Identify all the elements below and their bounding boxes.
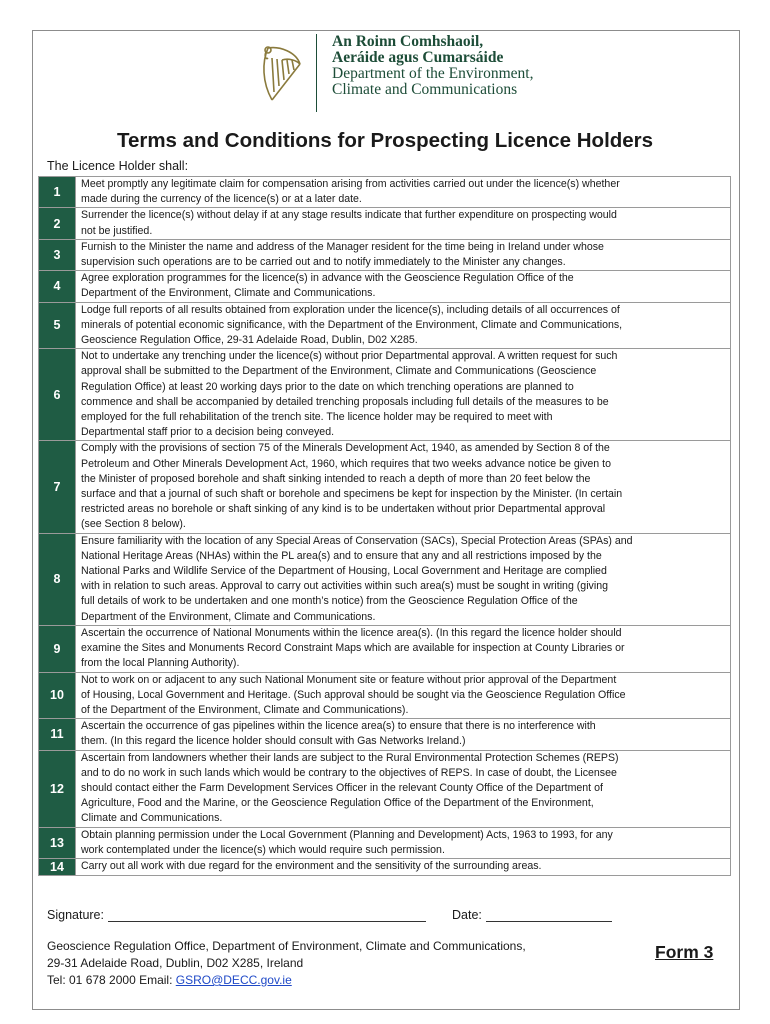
date-line[interactable] xyxy=(486,907,612,922)
table-row xyxy=(39,719,731,750)
term-line: them. (In this regard the licence holder should consult with Gas Networks Ireland.) xyxy=(81,735,466,748)
department-name xyxy=(332,34,533,98)
term-line: (see Section 8 below). xyxy=(81,518,186,531)
term-number: 1 xyxy=(39,177,76,208)
term-line: should contact either the Farm Development Services Officer in the relevant County Office of the Department of xyxy=(81,781,603,794)
term-line: Ascertain from landowners whether their lands are subject to the Rural Environmental Protection Schemes (REPS) xyxy=(81,751,619,764)
term-text xyxy=(76,858,731,875)
term-number: 13 xyxy=(39,827,76,858)
intro-text: The Licence Holder shall: xyxy=(47,159,189,173)
footer-line2: 29-31 Adelaide Road, Dublin, D02 X285, Ireland xyxy=(47,956,304,970)
term-line: Departmental staff prior to a decision being conveyed. xyxy=(81,426,335,439)
table-row xyxy=(39,672,731,719)
term-line: of the Department of the Environment, Climate and Communications). xyxy=(81,703,409,716)
term-line: surface and that a journal of such shaft or borehole and specimens be kept for inspection by the Minister. (In certain xyxy=(81,488,623,501)
term-line: work contemplated under the licence(s) which would require such permission. xyxy=(81,843,445,856)
header-divider xyxy=(316,34,317,112)
table-row xyxy=(39,750,731,827)
footer-line1: Geoscience Regulation Office, Department of Environment, Climate and Communications, xyxy=(47,939,526,953)
term-line: Ascertain the occurrence of National Monuments within the licence area(s). (In this regard the licence holder should xyxy=(81,626,622,639)
term-number: 5 xyxy=(39,302,76,349)
term-line: commence and shall be accompanied by detailed trenching proposals including full details of the measures to be xyxy=(81,395,609,408)
term-line: from the local Planning Authority). xyxy=(81,657,240,670)
term-line: Ensure familiarity with the location of any Special Areas of Conservation (SACs), Special Protection Areas (SPAs) and xyxy=(81,534,633,547)
term-line: Department of the Environment, Climate and Communications. xyxy=(81,287,376,300)
term-line: Climate and Communications. xyxy=(81,812,223,825)
term-text xyxy=(76,239,731,270)
table-row xyxy=(39,533,731,625)
dept-en-line2: Climate and Communications xyxy=(332,81,518,98)
term-line: Agree exploration programmes for the licence(s) in advance with the Geoscience Regulation Office of the xyxy=(81,272,574,285)
footer-tel: Tel: 01 678 2000 Email: xyxy=(47,973,176,987)
term-line: National Parks and Wildlife Service of the Department of Housing, Local Government and Heritage are complied xyxy=(81,565,607,578)
term-number: 8 xyxy=(39,533,76,625)
email-link[interactable]: GSRO@DECC.gov.ie xyxy=(175,973,292,987)
term-number: 10 xyxy=(39,672,76,719)
table-row xyxy=(39,208,731,239)
department-header xyxy=(258,34,578,114)
signature-field[interactable] xyxy=(47,907,426,922)
page-title: Terms and Conditions for Prospecting Licence Holders xyxy=(116,129,654,152)
term-text xyxy=(76,625,731,672)
table-row xyxy=(39,349,731,441)
term-number: 3 xyxy=(39,239,76,270)
harp-emblem-icon xyxy=(258,42,306,106)
signature-label: Signature: xyxy=(47,908,104,922)
term-text xyxy=(76,719,731,750)
term-line: supervision such operations are to be carried out and to notify immediately to the Minister any changes. xyxy=(81,256,566,269)
table-row xyxy=(39,271,731,302)
term-line: examine the Sites and Monuments Record Constraint Maps which are available for inspection at County Libraries or xyxy=(81,642,625,655)
date-field[interactable] xyxy=(452,907,612,922)
footer-contact xyxy=(47,972,526,989)
term-line: Not to undertake any trenching under the licence(s) without prior Departmental approval. A written request for such xyxy=(81,350,618,363)
term-text xyxy=(76,349,731,441)
term-line: made during the currency of the licence(s) or at a later date. xyxy=(81,193,362,206)
term-number: 7 xyxy=(39,441,76,533)
term-line: Not to work on or adjacent to any such National Monument site or feature without prior approval of the Department xyxy=(81,673,617,686)
term-line: Ascertain the occurrence of gas pipelines within the licence area(s) to ensure that there is no interference with xyxy=(81,720,596,733)
term-line: Comply with the provisions of section 75 of the Minerals Development Act, 1940, as amended by Section 8 of the xyxy=(81,442,610,455)
term-text xyxy=(76,750,731,827)
term-line: Regulation Office) at least 20 working days prior to the date on which trenching operations are planned to xyxy=(81,380,574,393)
term-line: Furnish to the Minister the name and address of the Manager resident for the time being in Ireland under whose xyxy=(81,240,604,253)
date-label: Date: xyxy=(452,908,482,922)
form-number: Form 3 xyxy=(655,942,714,962)
term-number: 12 xyxy=(39,750,76,827)
footer-address xyxy=(47,938,526,989)
term-line: full details of work to be undertaken and one month’s notice) from the Geoscience Regulation Office of the xyxy=(81,595,578,608)
term-line: Department of the Environment, Climate and Communications. xyxy=(81,610,376,623)
term-text xyxy=(76,672,731,719)
term-number: 14 xyxy=(39,858,76,875)
term-line: Obtain planning permission under the Local Government (Planning and Development) Acts, 1963 to 1993, for any xyxy=(81,828,613,841)
term-line: employed for the full rehabilitation of the trench site. The licence holder may be required to meet with xyxy=(81,411,553,424)
term-number: 4 xyxy=(39,271,76,302)
term-line: the Minister of proposed borehole and shaft sinking intended to reach a depth of more than 20 feet below the xyxy=(81,472,591,485)
term-text xyxy=(76,208,731,239)
term-number: 2 xyxy=(39,208,76,239)
term-line: Carry out all work with due regard for the environment and the sensitivity of the surrounding areas. xyxy=(81,860,542,873)
dept-ga-line2: Aeráide agus Cumarsáide xyxy=(332,49,504,66)
term-text xyxy=(76,177,731,208)
term-number: 11 xyxy=(39,719,76,750)
term-text xyxy=(76,827,731,858)
term-number: 6 xyxy=(39,349,76,441)
term-line: of Housing, Local Government and Heritage. (Such approval should be sought via the Geoscience Regulation Office xyxy=(81,688,626,701)
signature-line[interactable] xyxy=(108,907,426,922)
table-row xyxy=(39,625,731,672)
table-row xyxy=(39,441,731,533)
term-text xyxy=(76,271,731,302)
term-line: approval shall be submitted to the Department of the Environment, Climate and Communications (Geoscience xyxy=(81,365,597,378)
term-line: restricted areas no borehole or shaft sinking of any kind is to be undertaken without prior Departmental approval xyxy=(81,503,606,516)
term-text xyxy=(76,302,731,349)
term-line: Geoscience Regulation Office, 29-31 Adelaide Road, Dublin, D02 X285. xyxy=(81,334,418,347)
table-row xyxy=(39,177,731,208)
term-text xyxy=(76,533,731,625)
term-line: not be justified. xyxy=(81,224,153,237)
term-line: Petroleum and Other Minerals Development Act, 1960, which requires that two weeks advance notice be given to xyxy=(81,457,611,470)
term-line: Meet promptly any legitimate claim for compensation arising from activities carried out under the licence(s) whether xyxy=(81,178,620,190)
term-line: Surrender the licence(s) without delay if at any stage results indicate that further expenditure on prospecting would xyxy=(81,209,617,222)
term-number: 9 xyxy=(39,625,76,672)
table-row xyxy=(39,239,731,270)
term-line: National Heritage Areas (NHAs) within the PL area(s) and to ensure that any and all restrictions imposed by the xyxy=(81,549,602,562)
terms-table xyxy=(38,176,731,876)
term-text xyxy=(76,441,731,533)
term-line: Lodge full reports of all results obtained from exploration under the licence(s), including details of all occurrences of xyxy=(81,303,620,316)
table-row xyxy=(39,302,731,349)
dept-en-line1: Department of the Environment, xyxy=(332,65,534,82)
table-row xyxy=(39,827,731,858)
term-line: Agriculture, Food and the Marine, or the Geoscience Regulation Office of the Department of the Environment, xyxy=(81,797,594,810)
dept-ga-line1: An Roinn Comhshaoil, xyxy=(332,33,484,50)
term-line: with in relation to such areas. Approval to carry out activities within such area(s) must be sought in writing (giving xyxy=(81,580,608,593)
term-line: and to do no work in such lands which would be contrary to the objectives of REPS. In case of doubt, the Licensee xyxy=(81,766,617,779)
term-line: minerals of potential economic significance, with the Department of the Environment, Climate and Communications, xyxy=(81,318,623,331)
table-row xyxy=(39,858,731,875)
